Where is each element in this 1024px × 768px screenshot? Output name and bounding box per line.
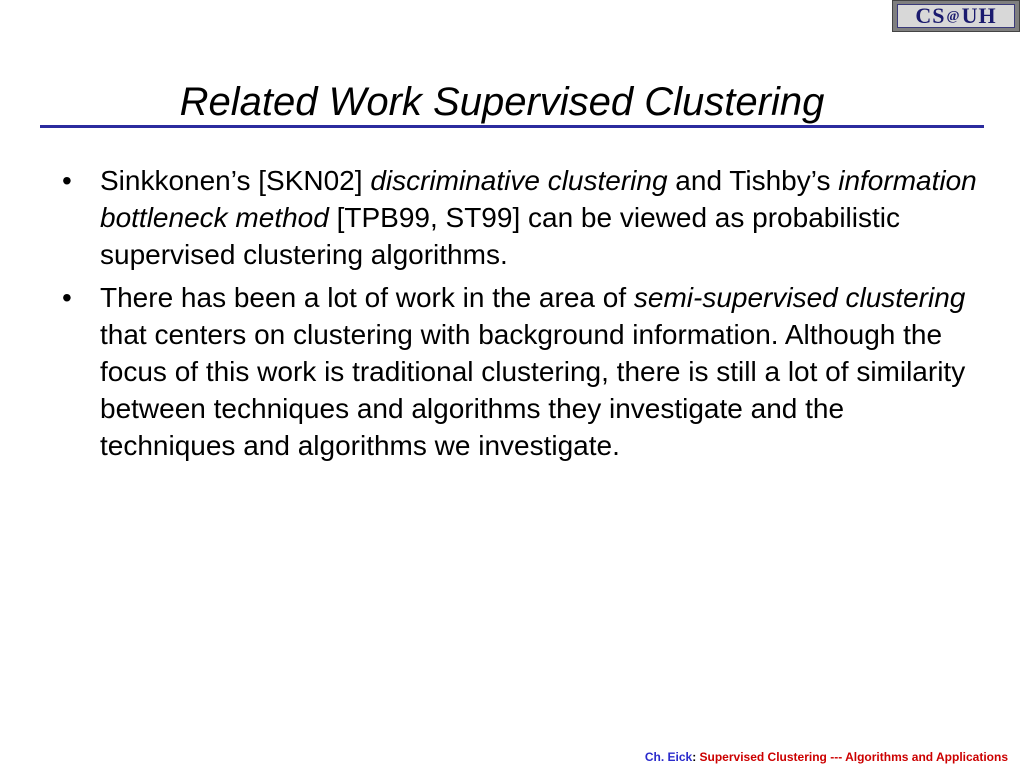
bullet-2-text-2: that centers on clustering with background information. Although the focus of this work is traditional clustering, there is still a lot of similarity between techniques and algorithms they investigate and the techniques and algorithms we investigate. [100,319,966,461]
footer-separator: : [692,750,697,764]
cs-uh-logo [892,0,1020,32]
bullet-item-2 [52,279,982,464]
logo-uh: UH [961,3,997,28]
bullet-2-term-semi-supervised: semi-supervised clustering [633,282,966,313]
bullet-1-text-1: Sinkkonen’s [SKN02] [100,165,371,196]
bullet-1-term-bottleneck: information bottleneck method [100,165,977,233]
bullet-2-text-1: There has been a lot of work in the area of [100,282,634,313]
bullet-list [52,162,982,470]
slide-footer [645,750,1008,764]
bullet-dot: • [62,282,72,313]
logo-text [897,4,1015,28]
bullet-item-1 [52,162,982,273]
bullet-1-text-3: [TPB99, ST99] can be viewed as probabilistic supervised clustering algorithms. [100,202,900,270]
title-underline [40,125,984,128]
footer-course-title: Supervised Clustering --- Algorithms and Applications [696,750,1008,764]
bullet-1-text-2: and Tishby’s [667,165,839,196]
bullet-dot: • [62,165,72,196]
logo-at: @ [946,9,961,24]
slide-title: Related Work Supervised Clustering [179,80,825,124]
footer-author: Ch. Eick [644,750,693,764]
logo-cs: CS [915,3,946,28]
bullet-1-term-discriminative: discriminative clustering [370,165,668,196]
